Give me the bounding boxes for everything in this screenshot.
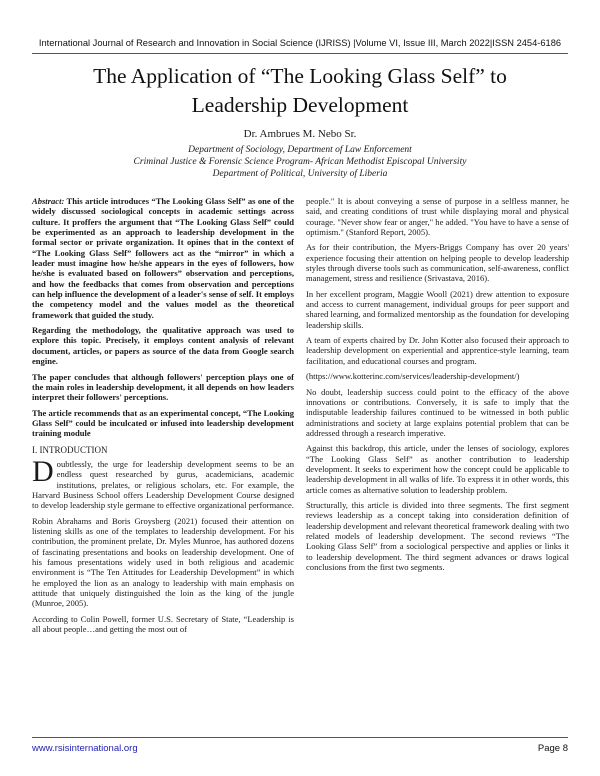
intro-paragraph-2: Robin Abrahams and Boris Groysberg (2021) focused their attention on listening skills as one of the templates to leadership development. For his contribution, the prominent prelate, Dr. Myles Munroe, has authored dozens of fascinating presentations and books on leadership development. One of his famous presentations widely used in both religious and academic environment is “The Ten Attitudes for Leadership Development” in which he employed the lion as an analogy to leadership with main emphasis on attitude that uniquely distinguished the loin as the king of the jungle (Munroe, 2005). xyxy=(32,515,294,609)
abstract-label: Abstract: xyxy=(32,196,65,206)
right-paragraph-6: Against this backdrop, this article, under the lenses of sociology, explores “The Looking Glass Self” as another contribution to leadership development. It seeks to experiment how the concept could be applicable to leadership development in all walks of life. To express it in other words, this article comes as alternative solution to leadership problem. xyxy=(306,443,569,495)
right-paragraph-1: people." It is about conveying a sense of purpose in a selfless manner, he said, and creating conditions of trust while displaying moral and physical courage. "Never show fear or anger," he added. "You have to have a sense of optimism." (Stanford Report, 2005). xyxy=(306,196,569,238)
abstract-paragraph-3: The paper concludes that although followers' perception plays one of the main roles in leadership development, it all depends on how leaders interpret their followers' perceptions. xyxy=(32,371,294,403)
abstract-paragraph-1 xyxy=(32,196,294,320)
intro-text-1: oubtlessly, the urge for leadership development seems to be an endless quest researched by gurus, academicians, academic institutions, prelates, or religious scholars, etc. For example, the Harvard Business School offers Leadership Development Course designed to develop leadership style germane to effective organizational performance. xyxy=(32,458,294,511)
footer-website-link[interactable]: www.rsisinternational.org xyxy=(32,743,138,754)
header-rule xyxy=(32,53,568,54)
title-line-1: The Application of “The Looking Glass Self” to xyxy=(93,64,507,88)
affiliation-2: Criminal Justice & Forensic Science Program- African Methodist Episcopal University xyxy=(133,157,467,167)
journal-header: International Journal of Research and Innovation in Social Science (IJRISS) |Volume VI, Issue III, March 2022|ISSN 2454-6186 xyxy=(38,38,562,48)
right-paragraph-7: Structurally, this article is divided into three segments. The first segment reviews leadership as a concept taking into consideration definition of leadership development and relevant theoretical framework dealing with two related models of leadership development. The second reviews “The Looking Glass Self” from a sociological perspective and applies or links it to leadership development. The third segment advances or draws logical conclusions from the first two segments. xyxy=(306,499,569,572)
abstract-paragraph-4: The article recommends that as an experimental concept, “The Looking Glass Self” could be inculcated or infused into leadership development training module xyxy=(32,407,294,439)
author-name: Dr. Ambrues M. Nebo Sr. xyxy=(243,128,357,140)
title-line-2: Leadership Development xyxy=(191,93,409,117)
affiliation-1: Department of Sociology, Department of Law Enforcement xyxy=(188,145,412,155)
affiliation-3: Department of Political, University of Liberia xyxy=(212,169,388,179)
paper-title xyxy=(20,62,580,120)
abstract-text-1: This article introduces “The Looking Glass Self” as one of the widely discussed sociological concepts in academic settings across culture. It proffers the argument that “The Looking Glass Self” could be experimented as an approach to leadership development in the formal sector or private organization. It opines that in the context of “The Looking Glass Self” followers act as the “mirror” in which a leader must imagine how he/she appears in the eyes of followers, how he/she is evaluated based on followers” observation and perceptions, and how the feedbacks that comes from observation and perceptions can help influence the development of a leader's sense of self. It employs the competency model and the values model as the theoretical framework that guided the study. xyxy=(32,196,294,320)
kotter-url: (https://www.kotterinc.com/services/leadership-development/) xyxy=(306,371,520,382)
right-column xyxy=(306,196,569,577)
footer-rule xyxy=(32,737,568,738)
right-paragraph-4: A team of experts chaired by Dr. John Kotter also focused their approach to leadership development on experiential and apprentice-style learning, team facilitation, and educational courses and program. xyxy=(306,335,569,366)
intro-paragraph-3: According to Colin Powell, former U.S. Secretary of State, “Leadership is all about people…and getting the most out of xyxy=(32,613,294,635)
drop-cap: D xyxy=(32,454,54,488)
left-column xyxy=(32,196,294,639)
intro-paragraph-1 xyxy=(32,454,294,511)
footer-page-number: Page 8 xyxy=(537,743,568,754)
abstract xyxy=(32,196,294,439)
section-heading-introduction: I. INTRODUCTION xyxy=(32,444,108,455)
right-paragraph-5: No doubt, leadership success could point to the efficacy of the above innovations or contributions. Conversely, it is safe to imply that the indisputable leadership failures continued to be witnessed in both public administrations and society at large explains potential problem that can be addressed through a research imperative. xyxy=(306,386,569,438)
right-paragraph-3: In her excellent program, Maggie Wooll (2021) drew attention to exposure and access to current management, individual groups for peer support and shared learning, and formalized mentorship as the foundation for developing leadership skills. xyxy=(306,288,569,330)
right-paragraph-2: As for their contribution, the Myers-Briggs Company has over 20 years' experience focusing their attention on helping people to develop leadership styles through diverse tools such as communication, self-awareness, conflict management, stress and resilience (Srivastava, 2016). xyxy=(306,242,569,284)
abstract-paragraph-2: Regarding the methodology, the qualitative approach was used to explore this topic. Precisely, it employs content analysis of relevant document, articles, or papers as source of the data from Google search engine. xyxy=(32,325,294,367)
